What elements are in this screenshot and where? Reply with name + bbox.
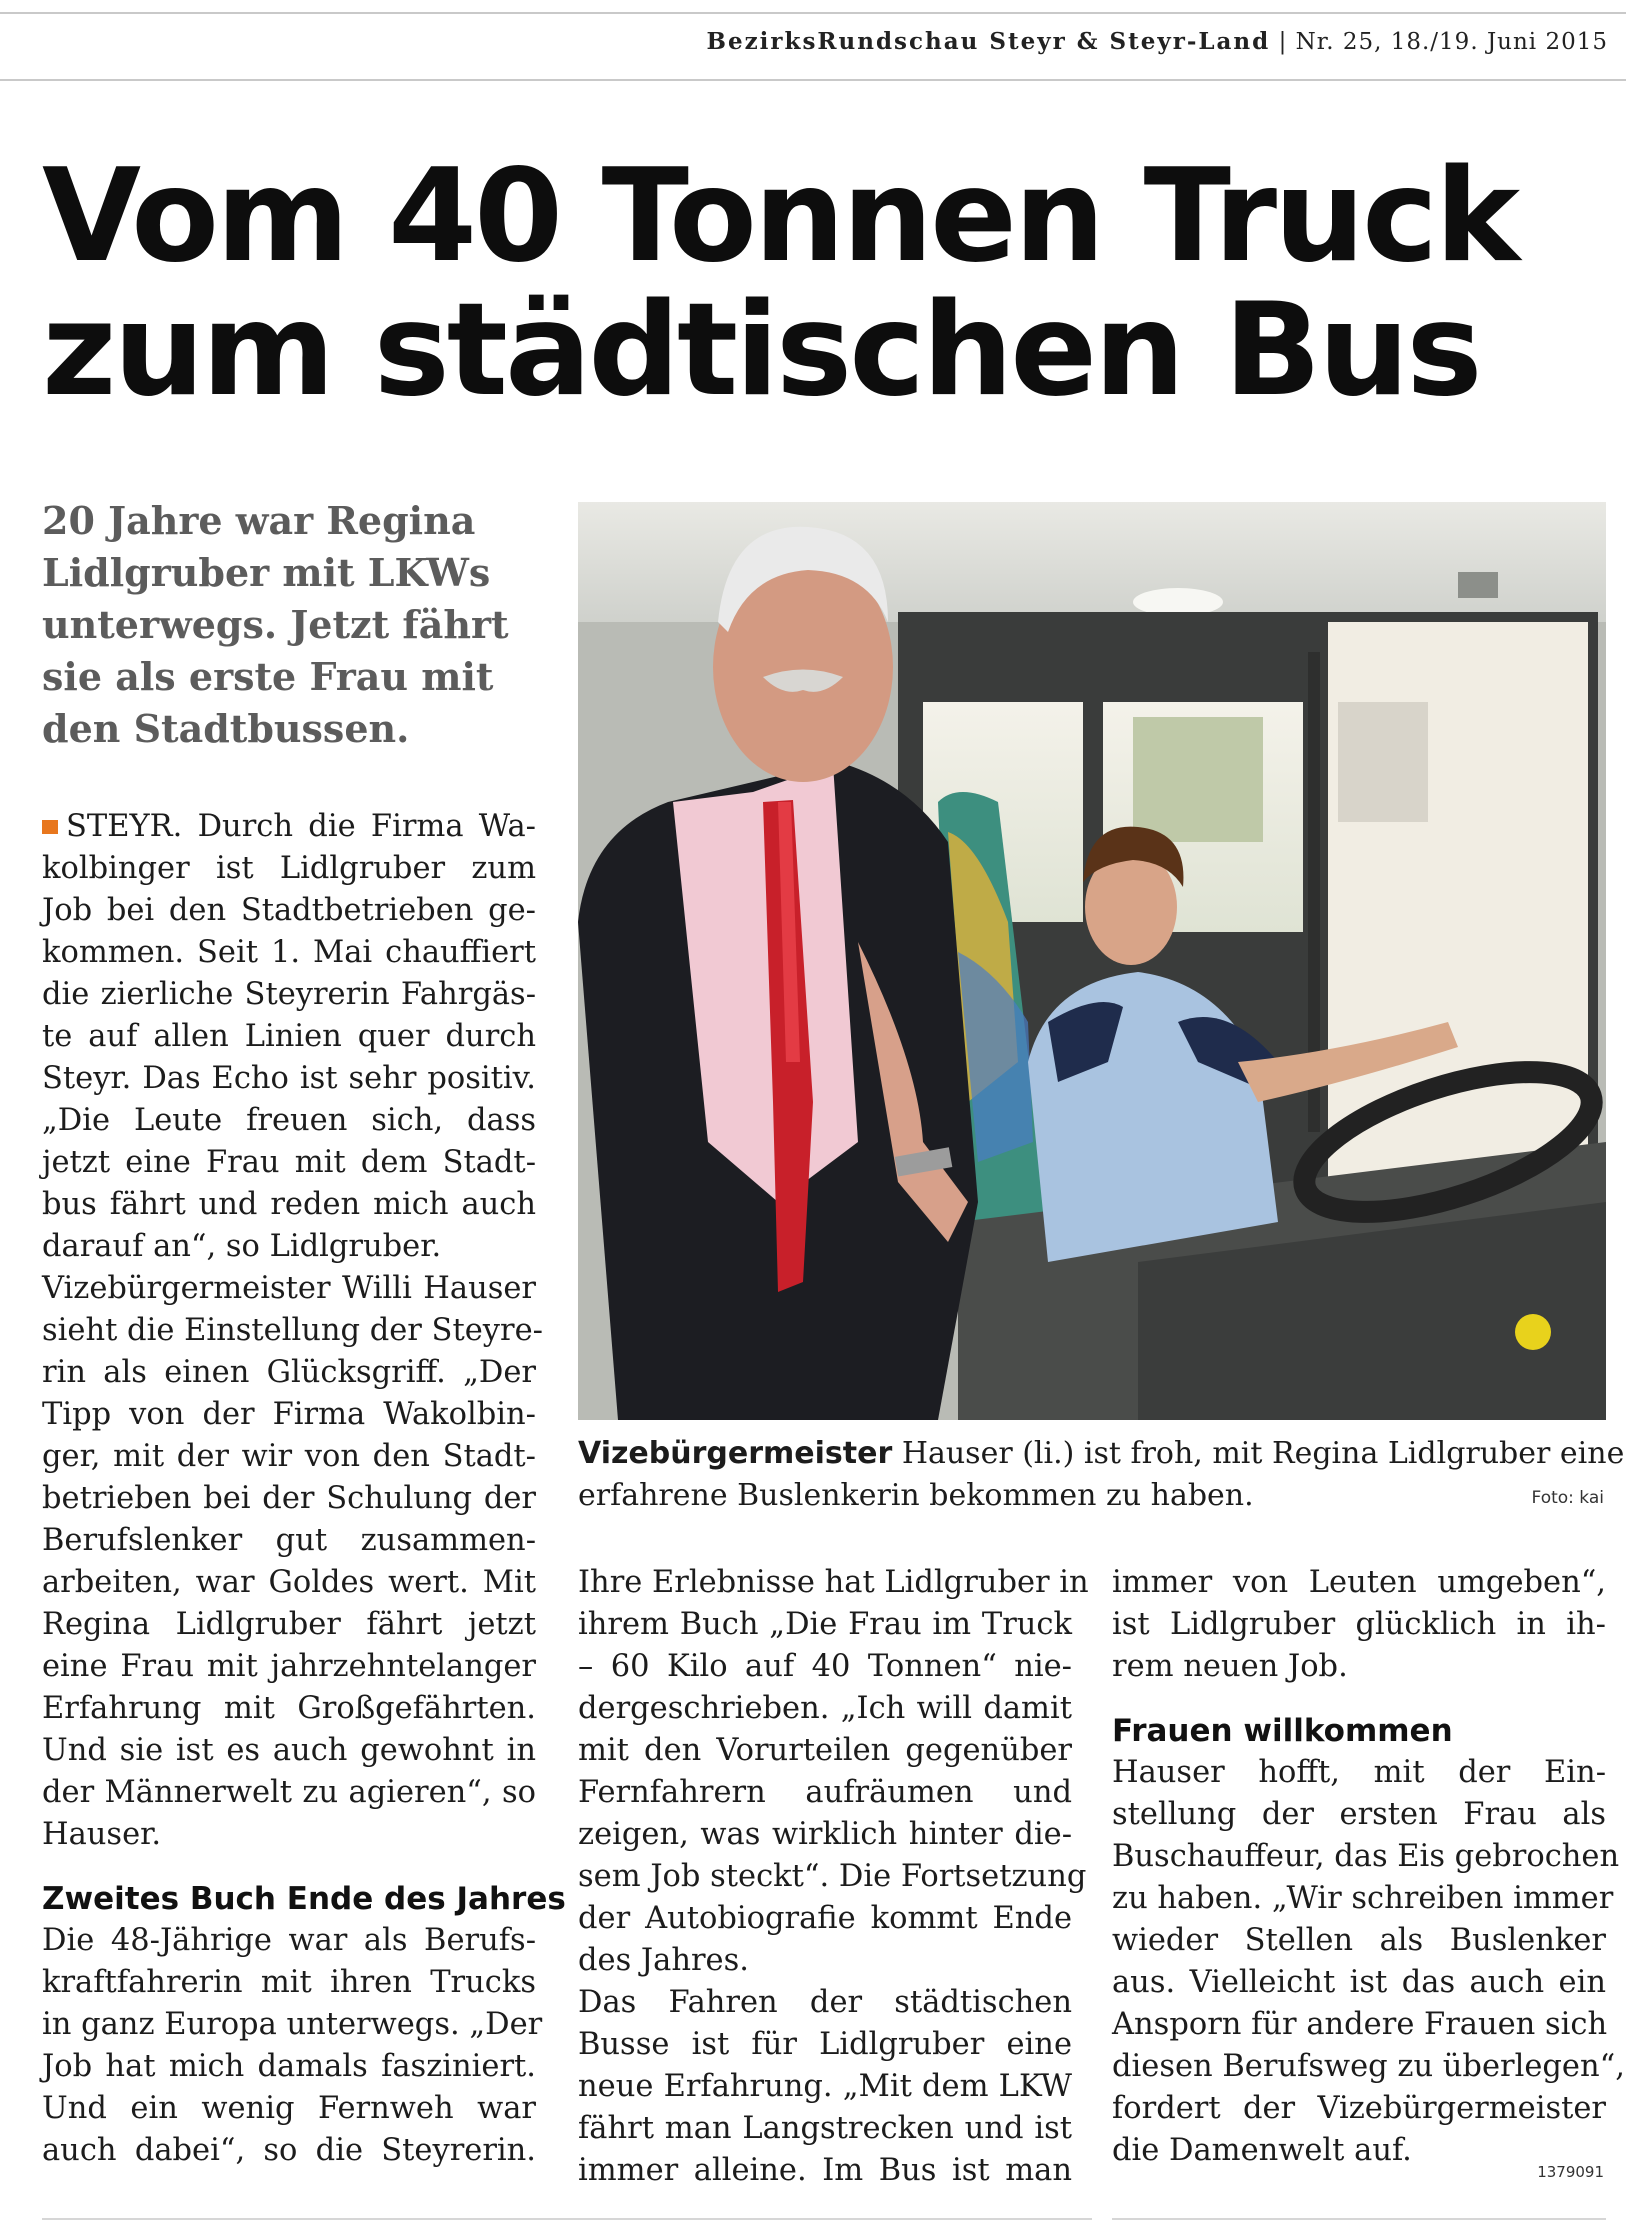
body-line: jetzt eine Frau mit dem Stadt-: [42, 1145, 536, 1180]
body-line: Die 48-Jährige war als Berufs-: [42, 1923, 536, 1958]
body-line: Tipp von der Firma Wakolbin-: [42, 1397, 536, 1432]
body-line: Vizebürgermeister Willi Hauser: [42, 1271, 536, 1306]
dateline: STEYR.: [66, 809, 183, 844]
body-line: Steyr. Das Echo ist sehr positiv.: [42, 1061, 536, 1096]
body-line: Erfahrung mit Großgefährten.: [42, 1691, 536, 1726]
body-line: sem Job steckt“. Die Fortsetzung: [578, 1859, 1087, 1894]
body-line: immer von Leuten umgeben“,: [1112, 1565, 1606, 1600]
body-line: diesen Berufsweg zu überlegen“,: [1112, 2049, 1625, 2084]
body-line: ger, mit der wir von den Stadt-: [42, 1439, 536, 1474]
body-line: Ihre Erlebnisse hat Lidlgruber in: [578, 1565, 1089, 1600]
body-line: darauf an“, so Lidlgruber.: [42, 1229, 442, 1264]
body-line: ihrem Buch „Die Frau im Truck: [578, 1607, 1072, 1642]
body-line: fährt man Langstrecken und ist: [578, 2111, 1072, 2146]
bus-interior-photo: [578, 502, 1606, 1420]
body-line: zeigen, was wirklich hinter die-: [578, 1817, 1072, 1852]
bottom-divider: [1112, 2218, 1606, 2220]
body-line: Job bei den Stadtbetrieben ge-: [42, 893, 536, 928]
body-line: stellung der ersten Frau als: [1112, 1797, 1606, 1832]
body-line: eine Frau mit jahrzehntelanger: [42, 1649, 536, 1684]
body-line: Busse ist für Lidlgruber eine: [578, 2027, 1072, 2062]
body-line: Buschauffeur, das Eis gebrochen: [1112, 1839, 1620, 1874]
body-line: – 60 Kilo auf 40 Tonnen“ nie-: [578, 1649, 1072, 1684]
body-line: des Jahres.: [578, 1943, 749, 1978]
headline-line-2: zum städtischen Bus: [42, 276, 1480, 425]
body-line: immer alleine. Im Bus ist man: [578, 2153, 1072, 2188]
lead-line: 20 Jahre war Regina: [42, 498, 476, 543]
body-line: wieder Stellen als Buslenker: [1112, 1923, 1606, 1958]
body-line: rin als einen Glücksgriff. „Der: [42, 1355, 536, 1390]
body-line: Und ein wenig Fernweh war: [42, 2091, 536, 2126]
article-code: 1379091: [1537, 2163, 1604, 2181]
body-line: Fernfahrern aufräumen und: [578, 1775, 1072, 1810]
bullet-marker-icon: [42, 820, 58, 834]
article-column-2: [578, 1562, 1089, 2192]
body-line: ist Lidlgruber glücklich in ih-: [1112, 1607, 1606, 1642]
subhead-frauen-willkommen: Frauen willkommen: [1112, 1713, 1453, 1749]
masthead: [707, 28, 1608, 55]
body-line: die Damenwelt auf.: [1112, 2133, 1412, 2168]
body-line: sieht die Einstellung der Steyre-: [42, 1313, 543, 1348]
lead-paragraph: [42, 495, 562, 755]
article-column-3: [1112, 1562, 1625, 2172]
body-line: Hauser.: [42, 1817, 162, 1852]
body-line: mit den Vorurteilen gegenüber: [578, 1733, 1072, 1768]
body-line: Job hat mich damals fasziniert.: [42, 2049, 536, 2084]
body-line: STEYR. Durch die Firma Wa-: [42, 806, 536, 848]
body-line: rem neuen Job.: [1112, 1649, 1348, 1684]
article-photo: [578, 502, 1606, 1420]
caption-line-2: erfahrene Buslenkerin bekommen zu haben.: [578, 1478, 1254, 1513]
issue-info: | Nr. 25, 18./19. Juni 2015: [1278, 29, 1608, 55]
body-line: der Autobiografie kommt Ende: [578, 1901, 1072, 1936]
body-line: aus. Vielleicht ist das auch ein: [1112, 1965, 1606, 2000]
lead-line: den Stadtbussen.: [42, 706, 410, 751]
body-line: fordert der Vizebürgermeister: [1112, 2091, 1606, 2126]
spacer: [42, 1856, 536, 1878]
caption-bold: Vizebürgermeister: [578, 1436, 893, 1471]
headline-line-1: Vom 40 Tonnen Truck: [42, 142, 1518, 291]
body-line: in ganz Europa unterwegs. „Der: [42, 2007, 543, 2042]
body-line: betrieben bei der Schulung der: [42, 1481, 536, 1516]
bottom-divider: [42, 2218, 1092, 2220]
body-line: die zierliche Steyrerin Fahrgäs-: [42, 977, 536, 1012]
body-line: dergeschrieben. „Ich will damit: [578, 1691, 1072, 1726]
body-line: Hauser hofft, mit der Ein-: [1112, 1755, 1606, 1790]
body-line: Regina Lidlgruber fährt jetzt: [42, 1607, 536, 1642]
body-line: der Männerwelt zu agieren“, so: [42, 1775, 536, 1810]
body-line: kommen. Seit 1. Mai chauffiert: [42, 935, 536, 970]
spacer: [1112, 1688, 1606, 1710]
photo-caption: Vizebürgermeister Hauser (li.) ist froh, mit Regina Lidlgruber eine erfahrene Buslenkerin bekommen zu haben.: [578, 1433, 1608, 1517]
body-line: „Die Leute freuen sich, dass: [42, 1103, 536, 1138]
body-line: bus fährt und reden mich auch: [42, 1187, 536, 1222]
body-line: kraftfahrerin mit ihren Trucks: [42, 1965, 536, 2000]
lead-line: Lidlgruber mit LKWs: [42, 550, 491, 595]
body-line: te auf allen Linien quer durch: [42, 1019, 536, 1054]
body-line: Ansporn für andere Frauen sich: [1112, 2007, 1608, 2042]
publication-name: BezirksRundschau Steyr & Steyr-Land: [706, 28, 1271, 55]
article-column-1: [42, 806, 566, 2172]
body-line: neue Erfahrung. „Mit dem LKW: [578, 2069, 1072, 2104]
body-line: Und sie ist es auch gewohnt in: [42, 1733, 536, 1768]
headline: [42, 142, 1602, 425]
body-line: Das Fahren der städtischen: [578, 1985, 1072, 2020]
lead-line: unterwegs. Jetzt fährt: [42, 602, 509, 647]
subhead-zweites-buch: Zweites Buch Ende des Jahres: [42, 1881, 566, 1917]
photo-credit: Foto: kai: [1531, 1488, 1604, 1508]
lead-line: sie als erste Frau mit: [42, 654, 494, 699]
body-line: Berufslenker gut zusammen-: [42, 1523, 536, 1558]
body-line: zu haben. „Wir schreiben immer: [1112, 1881, 1614, 1916]
body-line: auch dabei“, so die Steyrerin.: [42, 2133, 536, 2168]
body-line: kolbinger ist Lidlgruber zum: [42, 851, 536, 886]
body-line: arbeiten, war Goldes wert. Mit: [42, 1565, 536, 1600]
